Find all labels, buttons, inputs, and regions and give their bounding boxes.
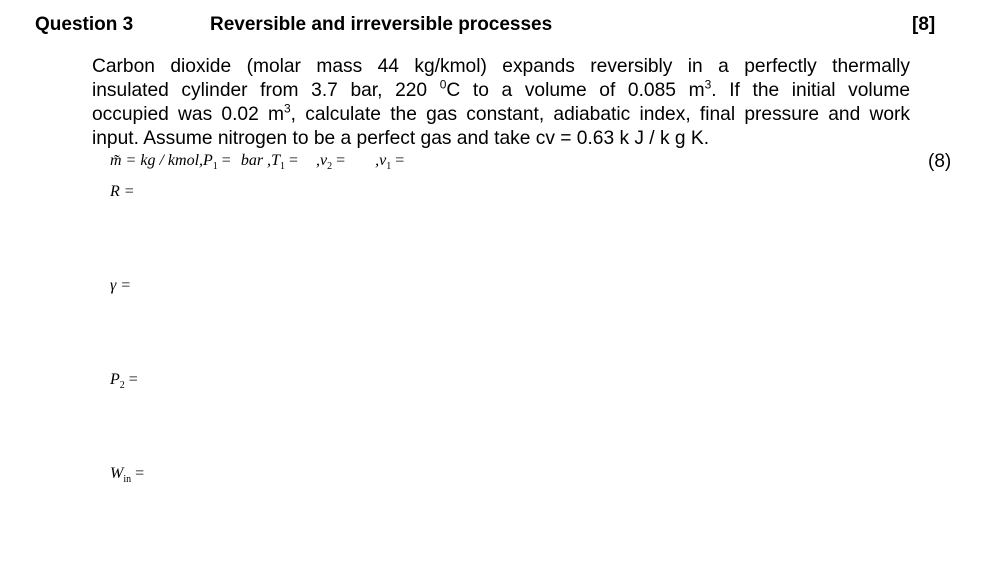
cubic-superscript: 3 [704,77,712,92]
sub-question-marks: (8) [928,151,952,172]
question-total-marks: [8] [912,14,936,35]
adiabatic-index-label: γ = [110,277,132,294]
v1-symbol: ,v [375,152,387,169]
body-line-2-start: insulated cylinder from 3.7 bar, 220 [92,80,440,101]
v1-subscript: 1 [386,161,392,173]
v2-symbol: ,v [316,152,328,169]
body-line-3 [92,103,910,127]
v1-equals: = [395,152,405,169]
given-values-line [110,152,404,172]
question-title: Reversible and irreversible processes [210,14,553,35]
final-pressure-label [110,371,138,391]
question-body [92,55,910,151]
body-line-2 [92,79,910,103]
w-subscript: in [123,474,132,486]
cubic-superscript: 3 [283,101,291,116]
molar-mass-unit: kg / kmol, [140,152,204,169]
question-header [0,14,997,40]
p1-symbol: P [203,152,213,169]
v2-equals: = [336,152,346,169]
molar-mass-symbol: m̃ = [110,152,137,169]
p2-equals: = [128,371,138,388]
w-symbol: W [110,465,124,482]
question-number: Question 3 [35,14,134,35]
body-line-3-end: , calculate the gas constant, adiabatic index, final pressure and work [290,104,910,125]
w-equals: = [135,465,145,482]
p1-subscript: 1 [212,161,218,173]
body-line-2-end: . If the initial volume [711,80,910,101]
work-input-label [110,465,144,485]
p1-equals: = [221,152,231,169]
body-line-4: input. Assume nitrogen to be a perfect gas and take cv = 0.63 k J / k g K. [92,128,710,149]
t1-subscript: 1 [279,161,285,173]
p1-unit: bar , [240,152,272,169]
t1-symbol: T [271,152,280,169]
body-line-3-start: occupied was 0.02 m [92,104,284,125]
body-line-2-mid: C to a volume of 0.085 m [446,80,705,101]
v2-subscript: 2 [327,161,333,173]
body-line-1: Carbon dioxide (molar mass 44 kg/kmol) expands reversibly in a perfectly thermally [92,56,910,77]
p2-symbol: P [110,371,120,388]
degree-superscript: 0 [439,77,447,92]
t1-equals: = [288,152,298,169]
gas-constant-label: R = [110,183,135,200]
p2-subscript: 2 [119,380,125,392]
